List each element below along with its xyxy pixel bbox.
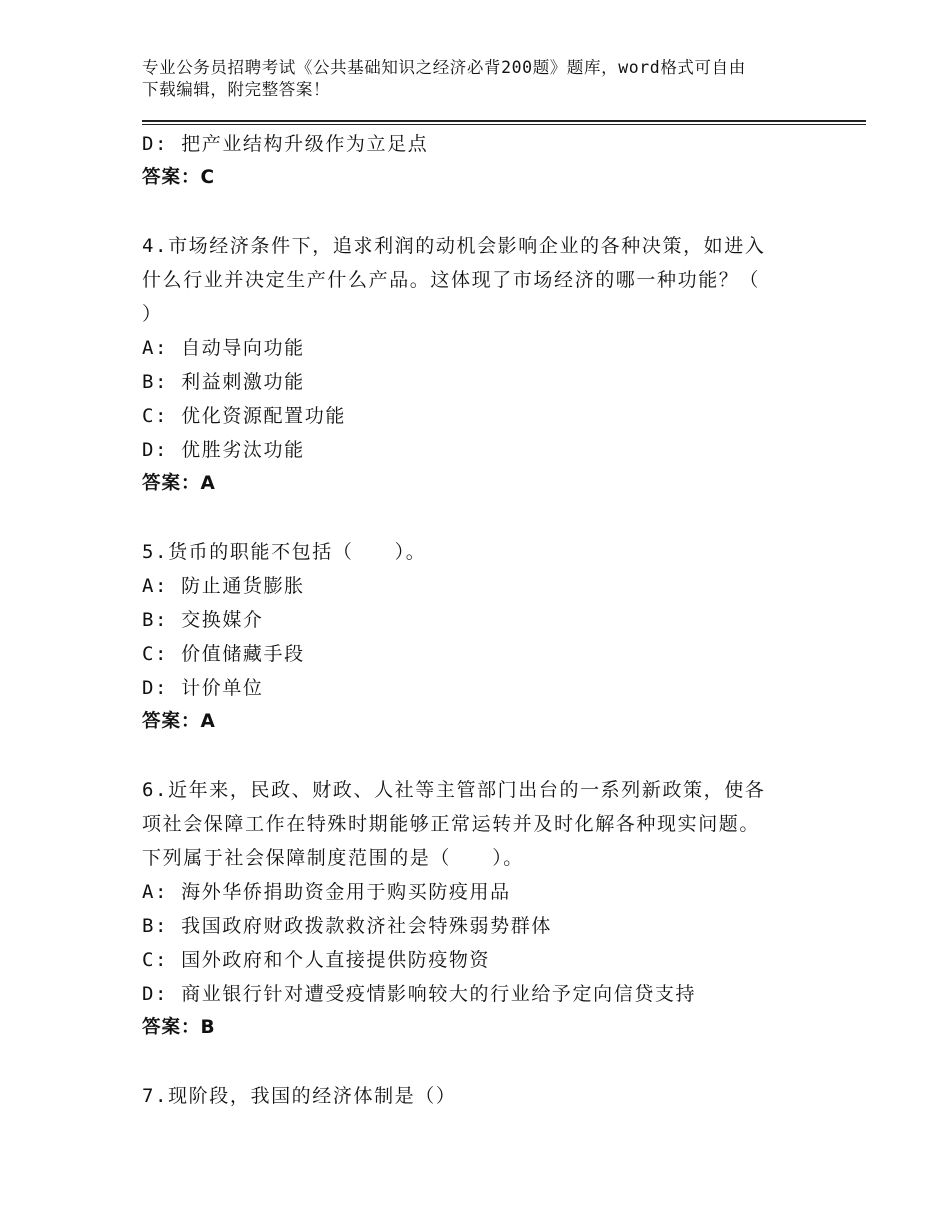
option-c: C: 优化资源配置功能 bbox=[142, 405, 346, 427]
question-text: 4.市场经济条件下，追求利润的动机会影响企业的各种决策，如进入 bbox=[142, 235, 766, 257]
spacer bbox=[142, 501, 866, 535]
spacer bbox=[142, 739, 866, 773]
answer-label: 答案：B bbox=[142, 1017, 216, 1038]
question-block-5 bbox=[142, 535, 866, 739]
option-c: C: 价值储藏手段 bbox=[142, 643, 305, 665]
option-a: A: 自动导向功能 bbox=[142, 337, 305, 359]
question-text: 下列属于社会保障制度范围的是（ ）。 bbox=[142, 847, 524, 869]
answer-label: 答案：C bbox=[142, 167, 216, 188]
question-block-4 bbox=[142, 229, 866, 501]
option-b: B: 我国政府财政拨款救济社会特殊弱势群体 bbox=[142, 915, 552, 937]
page-header bbox=[142, 57, 842, 101]
header-divider bbox=[142, 120, 866, 125]
answer-label: 答案：A bbox=[142, 473, 216, 494]
question-text: 项社会保障工作在特殊时期能够正常运转并及时化解各种现实问题。 bbox=[142, 813, 761, 835]
option-d: D: 把产业结构升级作为立足点 bbox=[142, 133, 429, 155]
option-b: B: 利益刺激功能 bbox=[142, 371, 305, 393]
spacer bbox=[142, 1045, 866, 1079]
question-text: 什么行业并决定生产什么产品。这体现了市场经济的哪一种功能？（ bbox=[142, 269, 761, 291]
question-content bbox=[142, 127, 866, 1113]
option-d: D: 优胜劣汰功能 bbox=[142, 439, 305, 461]
answer-label: 答案：A bbox=[142, 711, 216, 732]
header-line-2: 下载编辑，附完整答案！ bbox=[142, 80, 331, 99]
question-block-6 bbox=[142, 773, 866, 1045]
option-c: C: 国外政府和个人直接提供防疫物资 bbox=[142, 949, 491, 971]
question-text: 5.货币的职能不包括（ ）。 bbox=[142, 541, 427, 563]
spacer bbox=[142, 195, 866, 229]
option-b: B: 交换媒介 bbox=[142, 609, 264, 631]
option-a: A: 海外华侨捐助资金用于购买防疫用品 bbox=[142, 881, 511, 903]
question-text: 7.现阶段，我国的经济体制是（） bbox=[142, 1085, 457, 1107]
question-text: 6.近年来，民政、财政、人社等主管部门出台的一系列新政策，使各 bbox=[142, 779, 766, 801]
header-line-1: 专业公务员招聘考试《公共基础知识之经济必背200题》题库，word格式可自由 bbox=[142, 58, 746, 77]
option-d: D: 商业银行针对遭受疫情影响较大的行业给予定向信贷支持 bbox=[142, 983, 697, 1005]
question-block-7 bbox=[142, 1079, 866, 1113]
question-text: ） bbox=[142, 303, 163, 325]
option-a: A: 防止通货膨胀 bbox=[142, 575, 305, 597]
option-d: D: 计价单位 bbox=[142, 677, 264, 699]
